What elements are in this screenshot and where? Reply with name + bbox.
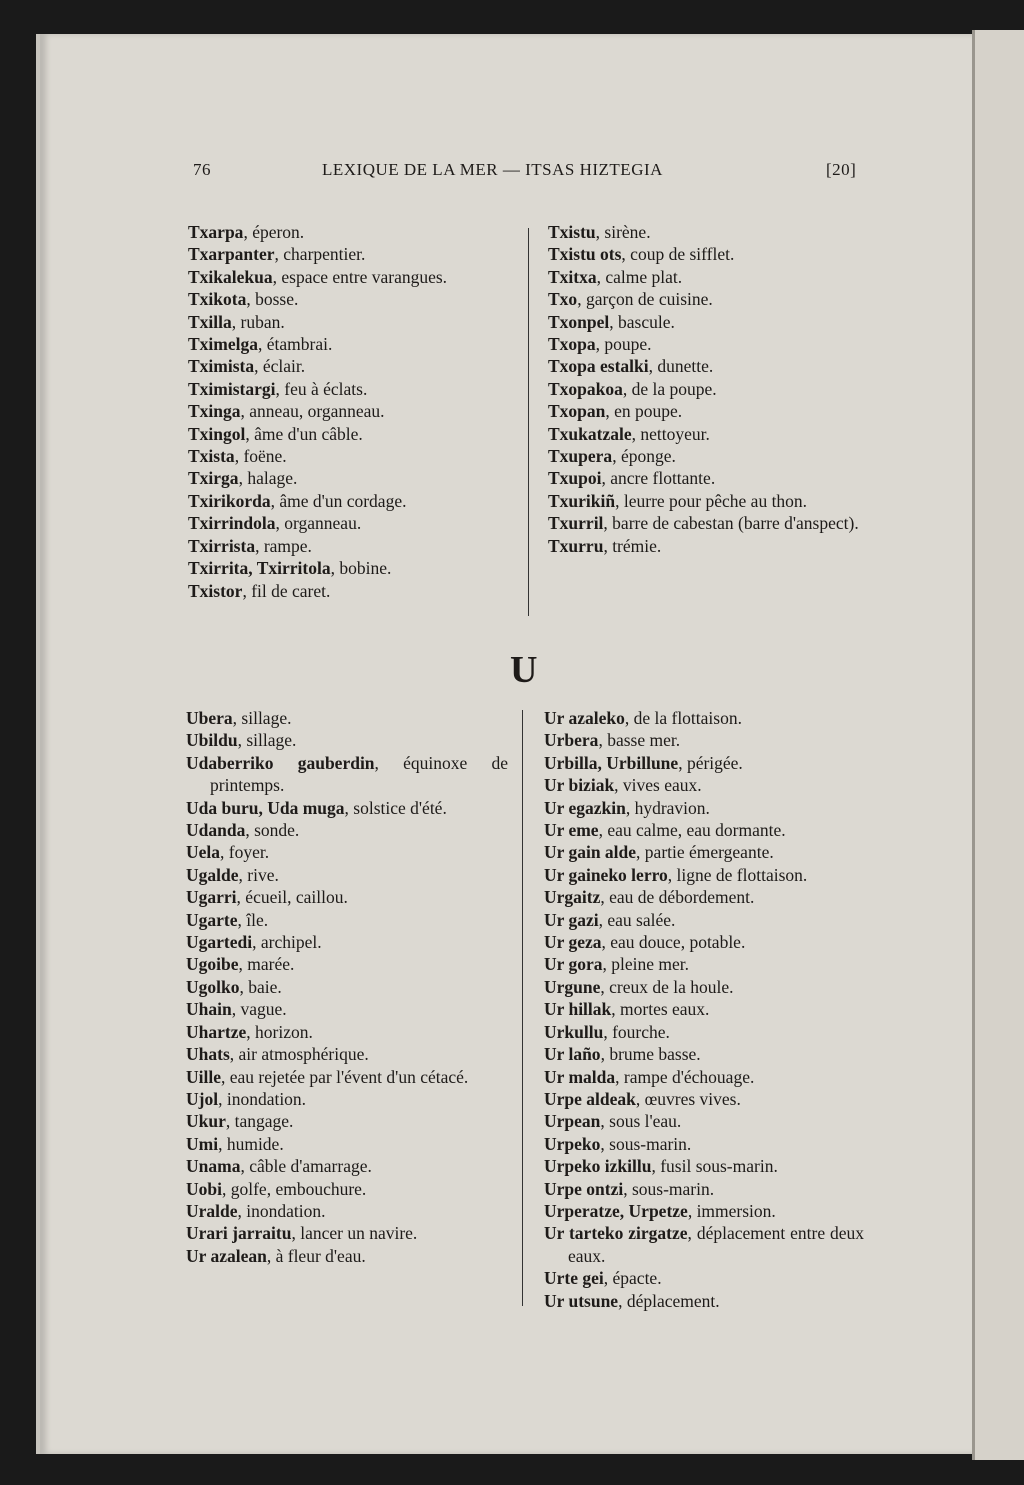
dictionary-entry: Ur utsune, déplacement.: [544, 1290, 720, 1311]
dictionary-entry: Txopa, poupe.: [548, 334, 652, 355]
dictionary-entry: Ur geza, eau douce, potable.: [544, 932, 746, 953]
running-title: LEXIQUE DE LA MER — ITSAS HIZTEGIA: [322, 160, 663, 179]
column-bottom-right: [544, 707, 864, 1312]
dictionary-entry: Urte gei, épacte.: [544, 1268, 662, 1289]
dictionary-entry: Txupera, éponge.: [548, 446, 676, 467]
entry-headword: Txopakoa: [548, 378, 623, 399]
entry-definition: air atmosphérique.: [238, 1044, 369, 1065]
entry-definition: ligne de flottaison.: [676, 864, 808, 885]
entry-headword: Uobi: [186, 1178, 222, 1199]
entry-definition: horizon.: [255, 1021, 313, 1042]
dictionary-entry: Ugartedi, archipel.: [186, 932, 322, 953]
section-number: [20]: [826, 160, 857, 179]
dictionary-entry: Uhain, vague.: [186, 999, 287, 1020]
entry-definition: hydravion.: [634, 797, 710, 818]
dictionary-entry: Ur hillak, mortes eaux.: [544, 999, 710, 1020]
dictionary-entry: Urari jarraitu, lancer un navire.: [186, 1223, 418, 1244]
entry-headword: Txikalekua: [188, 266, 273, 287]
dictionary-entry: Txonpel, bascule.: [548, 311, 675, 332]
dictionary-entry: Tximistargi, feu à éclats.: [188, 378, 368, 399]
entry-headword: Txukatzale: [548, 423, 632, 444]
entry-headword: Txistu: [548, 222, 596, 242]
entry-definition: marée.: [247, 954, 295, 975]
entry-definition: œuvres vives.: [644, 1088, 741, 1109]
entry-headword: Urgaitz: [544, 887, 601, 908]
entry-headword: Urpeko izkillu: [544, 1156, 652, 1177]
dictionary-entry: Txo, garçon de cuisine.: [548, 289, 713, 310]
entry-definition: écueil, caillou.: [245, 887, 348, 908]
entry-headword: Txingol: [188, 423, 246, 444]
entry-headword: Ubera: [186, 708, 233, 728]
column-top-right: [548, 221, 868, 557]
dictionary-entry: Txista, foëne.: [188, 446, 287, 467]
entry-definition: ruban.: [240, 311, 285, 332]
entry-headword: Urpeko: [544, 1133, 601, 1154]
dictionary-entry: Urpeko, sous-marin.: [544, 1133, 692, 1154]
entry-definition: rampe d'échouage.: [623, 1066, 755, 1087]
entry-definition: tangage.: [234, 1111, 294, 1132]
dictionary-entry: Ur gora, pleine mer.: [544, 954, 689, 975]
entry-headword: Ur utsune: [544, 1290, 619, 1311]
entry-headword: Uille: [186, 1066, 221, 1087]
entry-headword: Txinga: [188, 401, 241, 422]
entry-definition: de la poupe.: [631, 378, 717, 399]
entry-headword: Urbilla, Urbillune: [544, 752, 679, 773]
dictionary-entry: Ur malda, rampe d'échouage.: [544, 1066, 755, 1087]
dictionary-entry: Txitxa, calme plat.: [548, 266, 683, 287]
entry-definition: creux de la houle.: [609, 976, 734, 997]
entry-definition: leurre pour pêche au thon.: [623, 490, 808, 511]
entry-definition: à fleur d'eau.: [275, 1245, 366, 1266]
column-bottom-left: [186, 707, 508, 1267]
page-number: 76: [193, 160, 211, 179]
entry-headword: Ur laño: [544, 1044, 601, 1065]
dictionary-entry: Uda buru, Uda muga, solstice d'été.: [186, 797, 447, 818]
entry-headword: Tximista: [188, 356, 255, 377]
dictionary-entry: Uralde, inondation.: [186, 1200, 326, 1221]
entry-definition: foëne.: [243, 446, 287, 467]
dictionary-entry: Ugoibe, marée.: [186, 954, 295, 975]
entry-definition: sous-marin.: [609, 1133, 692, 1154]
dictionary-entry: Ugalde, rive.: [186, 864, 279, 885]
entry-headword: Ugartedi: [186, 932, 253, 953]
entry-headword: Txopan: [548, 401, 606, 422]
dictionary-entry: Uille, eau rejetée par l'évent d'un cétacé.: [186, 1066, 469, 1087]
entry-headword: Ugoibe: [186, 954, 239, 975]
entry-headword: Txo: [548, 289, 578, 310]
entry-headword: Txarpanter: [188, 244, 275, 265]
dictionary-entry: Ur azaleko, de la flottaison.: [544, 708, 742, 728]
dictionary-entry: Ur azalean, à fleur d'eau.: [186, 1245, 366, 1266]
entry-headword: Urte gei: [544, 1268, 604, 1289]
entry-headword: Urari jarraitu: [186, 1223, 292, 1244]
dictionary-entry: Txirga, halage.: [188, 468, 298, 489]
dictionary-entry: Ur gazi, eau salée.: [544, 909, 676, 930]
entry-definition: solstice d'été.: [353, 797, 447, 818]
entry-headword: Txurril: [548, 513, 604, 534]
dictionary-entry: Txopa estalki, dunette.: [548, 356, 714, 377]
dictionary-entry: Txupoi, ancre flottante.: [548, 468, 716, 489]
dictionary-entry: Urpe aldeak, œuvres vives.: [544, 1088, 741, 1109]
entry-definition: archipel.: [260, 932, 322, 953]
entry-headword: Ubildu: [186, 730, 238, 751]
dictionary-entry: Txopakoa, de la poupe.: [548, 378, 717, 399]
entry-definition: sillage.: [246, 730, 297, 751]
dictionary-entry: Txistu, sirène.: [548, 222, 651, 242]
entry-definition: barre de cabestan (barre d'anspect).: [612, 513, 859, 534]
dictionary-entry: Umi, humide.: [186, 1133, 284, 1154]
dictionary-entry: Urpeko izkillu, fusil sous-marin.: [544, 1156, 778, 1177]
dictionary-entry: Ugolko, baie.: [186, 976, 282, 997]
entry-headword: Txarpa: [188, 222, 244, 242]
entry-headword: Urperatze, Urpetze: [544, 1200, 688, 1221]
entry-headword: Urbera: [544, 730, 599, 751]
dictionary-entry: Urgune, creux de la houle.: [544, 976, 734, 997]
entry-definition: halage.: [247, 468, 298, 489]
dictionary-entry: Urgaitz, eau de débordement.: [544, 887, 755, 908]
entry-headword: Txopa estalki: [548, 356, 649, 377]
dictionary-entry: Txurru, trémie.: [548, 535, 662, 556]
entry-definition: île.: [246, 909, 269, 930]
entry-definition: périgée.: [686, 752, 743, 773]
entry-definition: épacte.: [612, 1268, 662, 1289]
dictionary-entry: Tximelga, étambrai.: [188, 334, 333, 355]
entry-headword: Txistu ots: [548, 244, 622, 265]
dictionary-entry: Ur eme, eau calme, eau dormante.: [544, 820, 786, 841]
dictionary-entry: Txurikiñ, leurre pour pêche au thon.: [548, 490, 808, 511]
dictionary-entry: Txistu ots, coup de sifflet.: [548, 244, 735, 265]
entry-definition: en poupe.: [614, 401, 683, 422]
entry-definition: mortes eaux.: [620, 999, 710, 1020]
entry-definition: anneau, organneau.: [249, 401, 385, 422]
entry-headword: Udanda: [186, 820, 246, 841]
entry-headword: Ugolko: [186, 976, 240, 997]
entry-headword: Txistor: [188, 580, 243, 601]
entry-definition: éclair.: [262, 356, 306, 377]
dictionary-entry: Urperatze, Urpetze, immersion.: [544, 1200, 776, 1221]
entry-headword: Txurru: [548, 535, 604, 556]
entry-headword: Tximelga: [188, 334, 258, 355]
entry-definition: de la flottaison.: [633, 708, 742, 728]
entry-definition: feu à éclats.: [284, 378, 368, 399]
dictionary-entry: Ugarte, île.: [186, 909, 269, 930]
dictionary-entry: Txukatzale, nettoyeur.: [548, 423, 710, 444]
dictionary-entry: Txurril, barre de cabestan (barre d'anspect).: [548, 513, 859, 534]
entry-definition: fourche.: [612, 1021, 670, 1042]
entry-headword: Uralde: [186, 1200, 238, 1221]
dictionary-entry: Txinga, anneau, organneau.: [188, 401, 385, 422]
entry-headword: Urgune: [544, 976, 601, 997]
entry-definition: humide.: [226, 1133, 284, 1154]
entry-definition: rive.: [247, 864, 279, 885]
entry-headword: Txupoi: [548, 468, 602, 489]
entry-definition: inondation.: [246, 1200, 326, 1221]
entry-definition: eau salée.: [607, 909, 676, 930]
dictionary-entry: Txilla, ruban.: [188, 311, 285, 332]
entry-definition: pleine mer.: [611, 954, 689, 975]
entry-definition: eau rejetée par l'évent d'un cétacé.: [229, 1066, 469, 1087]
entry-headword: Ur eme: [544, 820, 599, 841]
entry-definition: poupe.: [604, 334, 652, 355]
entry-headword: Ur gaineko lerro: [544, 864, 668, 885]
entry-definition: équinoxe de printemps.: [210, 752, 509, 796]
entry-definition: foyer.: [228, 842, 270, 863]
entry-definition: déplacement entre deux eaux.: [568, 1223, 864, 1266]
entry-headword: Txirikorda: [188, 490, 271, 511]
entry-headword: Tximistargi: [188, 378, 276, 399]
entry-definition: éperon.: [252, 222, 305, 242]
entry-headword: Ur malda: [544, 1066, 616, 1087]
entry-definition: bascule.: [618, 311, 675, 332]
dictionary-entry: Urpean, sous l'eau.: [544, 1111, 682, 1132]
entry-definition: dunette.: [657, 356, 714, 377]
entry-headword: Txurikiñ: [548, 490, 616, 511]
column-top-left: [188, 221, 510, 602]
dictionary-entry: Udaberriko gauberdin, équinoxe de printemps.: [186, 752, 509, 796]
entry-headword: Txitxa: [548, 266, 597, 287]
entry-definition: étambrai.: [266, 334, 333, 355]
dictionary-entry: Uhartze, horizon.: [186, 1021, 313, 1042]
entry-headword: Ur gora: [544, 954, 603, 975]
dictionary-entry: Ur tarteko zirgatze, déplacement entre deux eaux.: [544, 1223, 864, 1266]
dictionary-entry: Udanda, sonde.: [186, 820, 300, 841]
entry-definition: fil de caret.: [251, 580, 331, 601]
entry-definition: câble d'amarrage.: [249, 1156, 372, 1177]
entry-headword: Ur gain alde: [544, 842, 637, 863]
entry-headword: Uhain: [186, 999, 232, 1020]
entry-definition: trémie.: [612, 535, 662, 556]
entry-definition: inondation.: [226, 1088, 307, 1109]
entry-definition: immersion.: [696, 1200, 776, 1221]
entry-headword: Uhartze: [186, 1021, 247, 1042]
dictionary-entry: Ukur, tangage.: [186, 1111, 294, 1132]
entry-headword: Ur egazkin: [544, 797, 626, 818]
entry-definition: baie.: [248, 976, 282, 997]
entry-definition: golfe, embouchure.: [230, 1178, 367, 1199]
entry-headword: Txirrita, Txirritola: [188, 558, 331, 579]
dictionary-entry: Urbilla, Urbillune, périgée.: [544, 752, 743, 773]
entry-headword: Ugarri: [186, 887, 237, 908]
entry-definition: brume basse.: [609, 1044, 701, 1065]
entry-headword: Txupera: [548, 446, 613, 467]
entry-headword: Urpe ontzi: [544, 1178, 624, 1199]
entry-definition: sous l'eau.: [609, 1111, 682, 1132]
entry-definition: nettoyeur.: [640, 423, 710, 444]
entry-definition: bobine.: [339, 558, 392, 579]
dictionary-entry: Ur biziak, vives eaux.: [544, 775, 702, 796]
entry-headword: Ugarte: [186, 909, 238, 930]
entry-definition: espace entre varangues.: [281, 266, 448, 287]
dictionary-entry: Txingol, âme d'un câble.: [188, 423, 363, 444]
dictionary-entry: Txarpanter, charpentier.: [188, 244, 366, 265]
entry-definition: fusil sous-marin.: [660, 1156, 778, 1177]
column-divider: [522, 710, 523, 1306]
section-letter: U: [510, 649, 538, 691]
entry-definition: eau douce, potable.: [610, 932, 746, 953]
dictionary-entry: Ujol, inondation.: [186, 1088, 307, 1109]
entry-headword: Txista: [188, 446, 235, 467]
entry-headword: Txilla: [188, 311, 232, 332]
entry-definition: âme d'un cordage.: [279, 490, 407, 511]
entry-definition: garçon de cuisine.: [585, 289, 713, 310]
entry-headword: Txirrista: [188, 535, 256, 556]
dictionary-entry: Ur gaineko lerro, ligne de flottaison.: [544, 864, 808, 885]
entry-headword: Ur biziak: [544, 775, 615, 796]
dictionary-entry: Ubildu, sillage.: [186, 730, 297, 751]
dictionary-entry: Urbera, basse mer.: [544, 730, 681, 751]
entry-headword: Ur tarteko zirgatze: [544, 1223, 688, 1244]
dictionary-entry: Txarpa, éperon.: [188, 222, 305, 242]
dictionary-entry: Txirikorda, âme d'un cordage.: [188, 490, 407, 511]
entry-headword: Txirrindola: [188, 513, 276, 534]
dictionary-entry: Unama, câble d'amarrage.: [186, 1156, 372, 1177]
dictionary-entry: Txirrista, rampe.: [188, 535, 312, 556]
dictionary-entry: Ur laño, brume basse.: [544, 1044, 701, 1065]
entry-headword: Ur hillak: [544, 999, 612, 1020]
dictionary-entry: Uobi, golfe, embouchure.: [186, 1178, 367, 1199]
dictionary-entry: Txistor, fil de caret.: [188, 580, 331, 601]
entry-headword: Ukur: [186, 1111, 226, 1132]
entry-headword: Txikota: [188, 289, 247, 310]
dictionary-entry: Txikota, bosse.: [188, 289, 299, 310]
entry-headword: Uhats: [186, 1044, 230, 1065]
entry-definition: organneau.: [284, 513, 362, 534]
entry-definition: bosse.: [255, 289, 299, 310]
entry-definition: vives eaux.: [622, 775, 702, 796]
entry-headword: Ur azalean: [186, 1245, 267, 1266]
entry-definition: sillage.: [241, 708, 292, 728]
dictionary-entry: Txirrita, Txirritola, bobine.: [188, 558, 392, 579]
dictionary-entry: Txikalekua, espace entre varangues.: [188, 266, 448, 287]
entry-definition: éponge.: [620, 446, 676, 467]
entry-headword: Udaberriko gauberdin: [186, 752, 375, 773]
entry-definition: lancer un navire.: [300, 1223, 418, 1244]
entry-definition: basse mer.: [607, 730, 681, 751]
entry-definition: déplacement.: [626, 1290, 720, 1311]
entry-headword: Txopa: [548, 334, 596, 355]
entry-definition: ancre flottante.: [610, 468, 716, 489]
entry-definition: sous-marin.: [631, 1178, 715, 1199]
entry-definition: coup de sifflet.: [630, 244, 735, 265]
dictionary-entry: Uhats, air atmosphérique.: [186, 1044, 369, 1065]
entry-definition: partie émergeante.: [644, 842, 774, 863]
entry-headword: Ujol: [186, 1088, 219, 1109]
entry-headword: Unama: [186, 1156, 241, 1177]
dictionary-entry: Ur gain alde, partie émergeante.: [544, 842, 774, 863]
entry-headword: Ur gazi: [544, 909, 599, 930]
entry-headword: Uela: [186, 842, 221, 863]
dictionary-entry: Urkullu, fourche.: [544, 1021, 670, 1042]
dictionary-entry: Txopan, en poupe.: [548, 401, 683, 422]
dictionary-entry: Ugarri, écueil, caillou.: [186, 887, 348, 908]
entry-headword: Ugalde: [186, 864, 239, 885]
dictionary-entry: Tximista, éclair.: [188, 356, 306, 377]
entry-definition: eau calme, eau dormante.: [607, 820, 786, 841]
entry-definition: charpentier.: [283, 244, 366, 265]
entry-headword: Urpean: [544, 1111, 601, 1132]
entry-definition: âme d'un câble.: [254, 423, 363, 444]
entry-headword: Urpe aldeak: [544, 1088, 636, 1109]
entry-definition: eau de débordement.: [609, 887, 755, 908]
entry-headword: Ur azaleko: [544, 708, 625, 728]
dictionary-entry: Ur egazkin, hydravion.: [544, 797, 710, 818]
column-divider: [528, 228, 529, 616]
entry-headword: Txonpel: [548, 311, 610, 332]
entry-headword: Uda buru, Uda muga: [186, 797, 345, 818]
dictionary-entry: Ubera, sillage.: [186, 708, 292, 728]
dictionary-entry: Uela, foyer.: [186, 842, 270, 863]
entry-definition: rampe.: [263, 535, 312, 556]
dictionary-entry: Txirrindola, organneau.: [188, 513, 362, 534]
entry-definition: vague.: [240, 999, 287, 1020]
dictionary-entry: Urpe ontzi, sous-marin.: [544, 1178, 715, 1199]
entry-definition: sirène.: [604, 222, 651, 242]
next-page-edge: [972, 30, 1024, 1460]
entry-headword: Umi: [186, 1133, 219, 1154]
entry-definition: sonde.: [254, 820, 300, 841]
entry-headword: Ur geza: [544, 932, 602, 953]
entry-headword: Urkullu: [544, 1021, 604, 1042]
entry-definition: calme plat.: [605, 266, 683, 287]
entry-headword: Txirga: [188, 468, 239, 489]
